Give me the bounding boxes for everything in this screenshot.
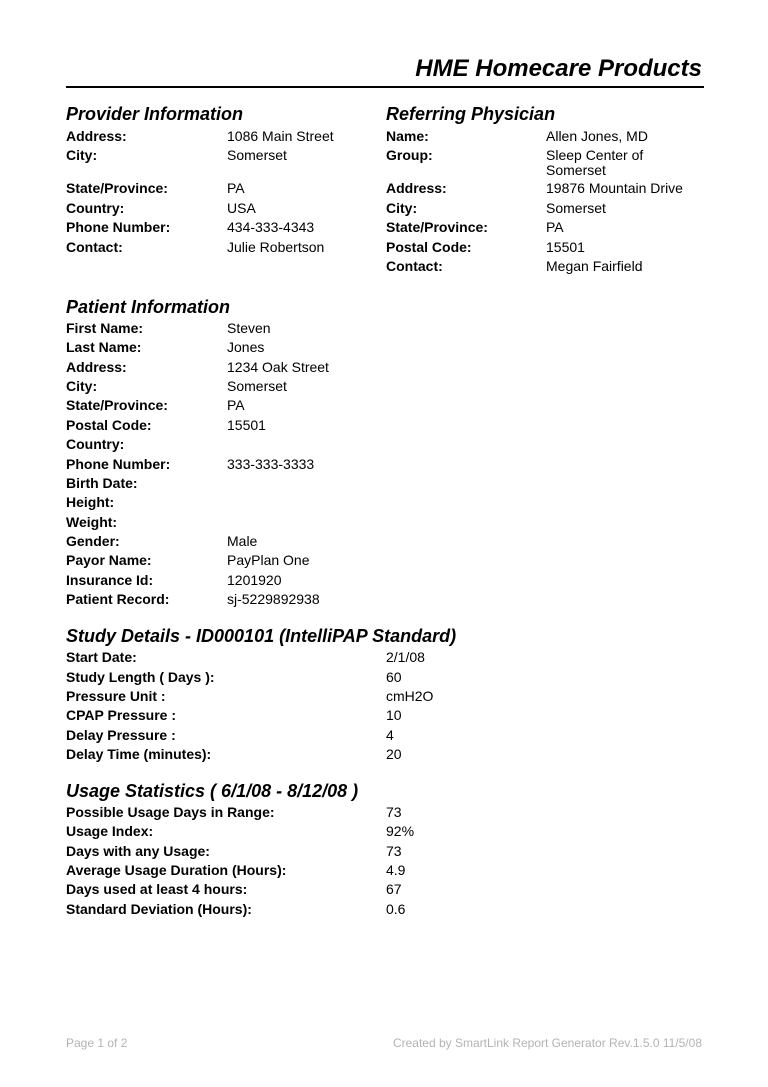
patient-label: Phone Number: (66, 456, 171, 472)
physician-label: Postal Code: (386, 239, 472, 255)
usage-value: 0.6 (386, 901, 406, 917)
patient-value: Somerset (227, 378, 287, 394)
provider-label: Country: (66, 200, 125, 216)
patient-label: City: (66, 378, 98, 394)
patient-value: 333-333-3333 (227, 456, 315, 472)
study-value: 10 (386, 707, 402, 723)
patient-value: Steven (227, 320, 271, 336)
provider-value: 434-333-4343 (227, 219, 315, 235)
study-value: 4 (386, 727, 394, 743)
physician-value: Allen Jones, MD (546, 128, 648, 144)
provider-heading: Provider Information (66, 104, 244, 124)
patient-label: Gender: (66, 533, 120, 549)
physician-value: 15501 (546, 239, 585, 255)
usage-label: Average Usage Duration (Hours): (66, 862, 287, 878)
physician-label: Name: (386, 128, 429, 144)
generator-note: Created by SmartLink Report Generator Rev.1.5.0 11/5/08 (392, 1036, 702, 1050)
usage-label: Possible Usage Days in Range: (66, 804, 275, 820)
study-label: CPAP Pressure : (66, 707, 176, 723)
provider-label: Phone Number: (66, 219, 171, 235)
physician-heading: Referring Physician (386, 104, 556, 124)
study-value: 2/1/08 (386, 649, 425, 665)
physician-value: Megan Fairfield (546, 258, 643, 274)
patient-value: Male (227, 533, 258, 549)
patient-label: Postal Code: (66, 417, 152, 433)
patient-value: 1234 Oak Street (227, 359, 329, 375)
provider-label: City: (66, 147, 98, 163)
patient-label: Address: (66, 359, 127, 375)
usage-heading: Usage Statistics ( 6/1/08 - 8/12/08 ) (66, 781, 359, 801)
physician-value: 19876 Mountain Drive (546, 180, 683, 196)
study-label: Pressure Unit : (66, 688, 166, 704)
patient-value: PA (227, 397, 245, 413)
patient-label: Weight: (66, 514, 118, 530)
physician-label: City: (386, 200, 418, 216)
study-value: 60 (386, 669, 402, 685)
physician-value: Somerset (546, 200, 606, 216)
usage-value: 73 (386, 804, 402, 820)
patient-heading: Patient Information (66, 297, 231, 317)
patient-label: Height: (66, 494, 115, 510)
study-label: Start Date: (66, 649, 137, 665)
physician-value: Sleep Center of Somerset (546, 147, 644, 178)
provider-value: 1086 Main Street (227, 128, 334, 144)
physician-value: PA (546, 219, 564, 235)
usage-label: Days with any Usage: (66, 843, 210, 859)
usage-value: 4.9 (386, 862, 406, 878)
page-number: Page 1 of 2 (66, 1036, 128, 1050)
patient-label: First Name: (66, 320, 144, 336)
study-value: cmH2O (386, 688, 434, 704)
report-title: HME Homecare Products (415, 55, 702, 82)
study-heading: Study Details - ID000101 (IntelliPAP Standard) (66, 626, 457, 646)
patient-value: Jones (227, 339, 265, 355)
provider-value: USA (227, 200, 256, 216)
patient-value: sj-5229892938 (227, 591, 320, 607)
patient-label: Payor Name: (66, 552, 152, 568)
patient-label: Country: (66, 436, 125, 452)
patient-label: Last Name: (66, 339, 142, 355)
usage-value: 67 (386, 881, 402, 897)
patient-value: 1201920 (227, 572, 282, 588)
physician-label: Contact: (386, 258, 443, 274)
usage-value: 92% (386, 823, 415, 839)
provider-value: Julie Robertson (227, 239, 325, 255)
usage-label: Days used at least 4 hours: (66, 881, 248, 897)
physician-label: State/Province: (386, 219, 488, 235)
physician-label: Group: (386, 147, 433, 163)
patient-label: State/Province: (66, 397, 168, 413)
patient-value: PayPlan One (227, 552, 310, 568)
provider-value: Somerset (227, 147, 287, 163)
provider-value: PA (227, 180, 245, 196)
usage-label: Standard Deviation (Hours): (66, 901, 252, 917)
study-label: Delay Time (minutes): (66, 746, 212, 762)
study-label: Study Length ( Days ): (66, 669, 215, 685)
patient-label: Patient Record: (66, 591, 170, 607)
provider-label: Contact: (66, 239, 123, 255)
provider-label: State/Province: (66, 180, 168, 196)
usage-value: 73 (386, 843, 402, 859)
physician-label: Address: (386, 180, 447, 196)
provider-label: Address: (66, 128, 127, 144)
study-label: Delay Pressure : (66, 727, 176, 743)
patient-label: Insurance Id: (66, 572, 154, 588)
patient-value: 15501 (227, 417, 266, 433)
usage-label: Usage Index: (66, 823, 154, 839)
patient-label: Birth Date: (66, 475, 138, 491)
study-value: 20 (386, 746, 402, 762)
title-rule (66, 86, 704, 88)
